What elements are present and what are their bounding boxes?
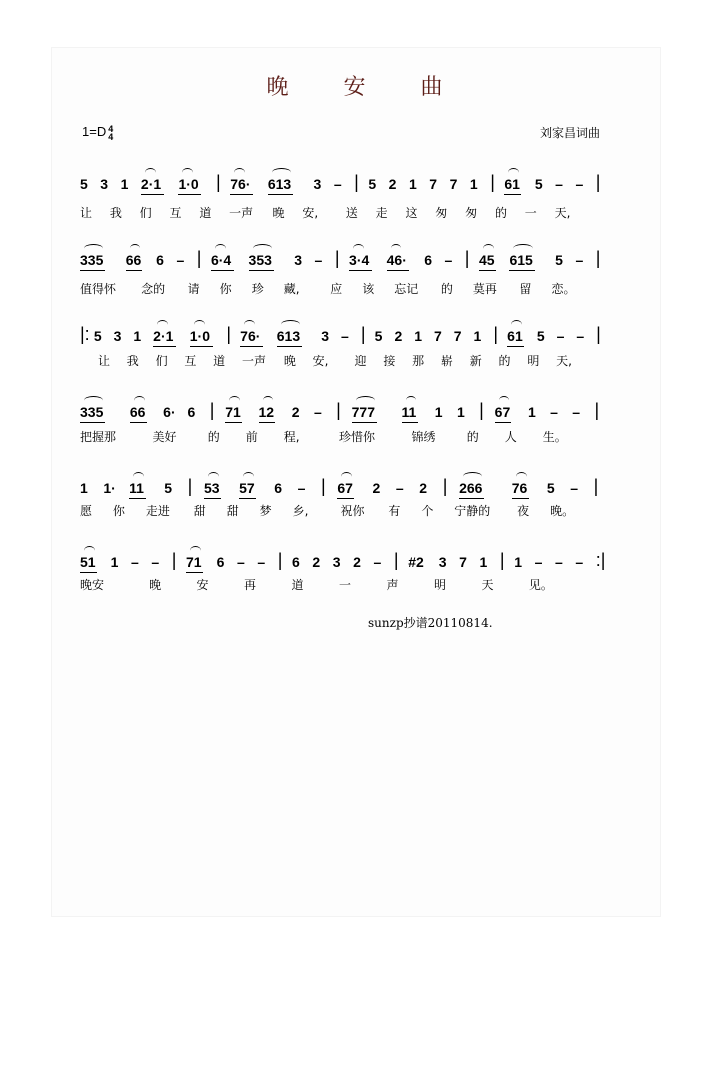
note: 5 <box>164 480 173 496</box>
note: – <box>257 554 266 570</box>
lyric: 甜 <box>226 504 239 518</box>
beam-line <box>387 270 410 271</box>
slur-mark <box>133 472 144 481</box>
note: 2 <box>394 328 403 344</box>
beam-line <box>504 194 521 195</box>
bar-line: | <box>360 324 366 344</box>
slur-mark <box>508 168 519 177</box>
note: 66 <box>125 252 142 268</box>
lyric: 祝你 <box>340 504 365 518</box>
lyric: 把握那 <box>80 430 117 444</box>
lyric: 该 <box>362 282 375 296</box>
note: 3 <box>100 176 109 192</box>
note: 3 <box>294 252 303 268</box>
notation-row <box>80 322 620 352</box>
lyric: 匆 <box>465 206 478 220</box>
notation-row <box>80 170 620 200</box>
note: 353 <box>248 252 272 268</box>
lyric: 人 <box>504 430 517 444</box>
lyric: 的 <box>207 430 220 444</box>
beam-line <box>178 194 201 195</box>
note: 66 <box>129 404 146 420</box>
bar-line: | <box>187 476 193 496</box>
lyric: 念的 <box>141 282 166 296</box>
lyric: 美好 <box>152 430 177 444</box>
note: 335 <box>80 404 104 420</box>
lyric: 互 <box>184 354 197 368</box>
lyric: 再 <box>244 578 257 592</box>
lyric: 们 <box>139 206 152 220</box>
note: 5 <box>534 176 543 192</box>
beam-line <box>512 498 529 499</box>
note: 1 <box>527 404 536 420</box>
note: 6 <box>274 480 282 496</box>
lyric: 道 <box>199 206 212 220</box>
note: 5 <box>555 252 563 268</box>
lyric: 你 <box>112 504 125 518</box>
note: 2 <box>353 554 361 570</box>
lyric: 一 <box>339 578 352 592</box>
note: – <box>176 252 185 268</box>
beam-line <box>352 422 377 423</box>
lyric: 夜 <box>517 504 530 518</box>
lyric: 明 <box>527 354 540 368</box>
beam-line <box>190 346 213 347</box>
note: 335 <box>80 252 104 268</box>
slur-mark <box>463 472 482 481</box>
slur-mark <box>263 396 274 405</box>
slur-mark <box>353 244 364 253</box>
slur-mark <box>157 320 168 329</box>
lyric: 晚 <box>149 578 162 592</box>
slur-mark <box>406 396 417 405</box>
lyric: 天, <box>554 206 571 220</box>
notation-row <box>80 246 620 276</box>
beam-line <box>225 422 242 423</box>
lyric: 的 <box>494 206 507 220</box>
note: 2 <box>388 176 397 192</box>
note: 76· <box>230 176 251 192</box>
lyric: 安 <box>196 578 209 592</box>
bar-line: | <box>171 550 177 570</box>
lyric: 一声 <box>229 206 254 220</box>
beam-line <box>141 194 164 195</box>
note: 6·4 <box>210 252 232 268</box>
lyric: 走 <box>375 206 388 220</box>
note: – <box>572 404 581 420</box>
lyric: 藏, <box>283 282 300 296</box>
beam-line <box>129 498 146 499</box>
note: – <box>373 554 382 570</box>
note: 5 <box>93 328 102 344</box>
lyric: 匆 <box>435 206 448 220</box>
lyric: 安, <box>312 354 329 368</box>
note: – <box>576 328 585 344</box>
note: 2 <box>419 480 428 496</box>
slur-mark <box>341 472 352 481</box>
note: – <box>570 480 579 496</box>
beam-line <box>230 194 253 195</box>
beam-line <box>259 422 276 423</box>
slur-mark <box>513 244 532 253</box>
beam-line <box>509 270 534 271</box>
beam-line <box>130 422 147 423</box>
lyric: 让 <box>80 206 93 220</box>
slur-mark <box>190 546 201 555</box>
note: – <box>556 328 565 344</box>
lyric: 一声 <box>241 354 266 368</box>
note: 266 <box>459 480 483 496</box>
note: – <box>395 480 404 496</box>
note: 615 <box>509 252 533 268</box>
note: 1 <box>408 176 417 192</box>
lyric: 留 <box>519 282 532 296</box>
lyric: 声 <box>386 578 399 592</box>
note: 51 <box>80 554 96 570</box>
beam-line <box>211 270 234 271</box>
beam-line <box>402 422 419 423</box>
note: 2 <box>312 554 321 570</box>
lyric: 天 <box>481 578 494 592</box>
note: 6 <box>424 252 432 268</box>
note: 1 <box>414 328 422 344</box>
slur-mark <box>244 320 255 329</box>
note: 5 <box>546 480 555 496</box>
slur-mark <box>84 546 95 555</box>
note: 5 <box>536 328 545 344</box>
lyric: 锦绣 <box>411 430 436 444</box>
lyric: 前 <box>245 430 258 444</box>
beam-line <box>240 346 263 347</box>
bar-line: | <box>393 550 399 570</box>
note: 3 <box>438 554 447 570</box>
beam-line <box>153 346 176 347</box>
beam-line <box>479 270 496 271</box>
bar-line: | <box>354 172 359 192</box>
note: 7 <box>449 176 458 192</box>
note: 5 <box>374 328 383 344</box>
note: 613 <box>276 328 301 344</box>
slur-mark <box>253 244 272 253</box>
lyric: 晚安 <box>80 578 105 592</box>
key-label: 1=D <box>82 124 107 139</box>
lyric: 接 <box>383 354 396 368</box>
slur-mark <box>208 472 219 481</box>
beam-line <box>239 498 256 499</box>
note: 1 <box>133 328 142 344</box>
beam-line <box>80 422 105 423</box>
bar-line: | <box>490 172 495 192</box>
lyric: 的 <box>466 430 479 444</box>
lyric: 道 <box>291 578 304 592</box>
time-top: 4 <box>108 123 114 134</box>
lyric: 恋。 <box>551 282 576 296</box>
note: 5 <box>368 176 377 192</box>
lyric: 新 <box>469 354 482 368</box>
note: 53 <box>204 480 220 496</box>
note: 777 <box>351 404 375 420</box>
lyric: 你 <box>219 282 232 296</box>
note: 1·0 <box>189 328 210 344</box>
note: 6 <box>216 554 225 570</box>
lyric: 的 <box>440 282 453 296</box>
bar-line: | <box>196 248 202 268</box>
note: – <box>575 554 584 570</box>
slur-mark <box>215 244 226 253</box>
slur-mark <box>130 244 141 253</box>
lyric: 忘记 <box>394 282 419 296</box>
note: 45 <box>479 252 495 268</box>
note: 3·4 <box>349 252 370 268</box>
note: 3 <box>113 328 122 344</box>
note: – <box>555 176 563 192</box>
beam-line <box>80 572 97 573</box>
note: – <box>333 176 342 192</box>
note: 12 <box>258 404 275 420</box>
bar-line: | <box>209 400 215 420</box>
lyric: 那 <box>412 354 425 368</box>
lyric: 值得怀 <box>80 282 117 296</box>
bar-line: | <box>595 172 601 192</box>
bar-line: | <box>593 476 599 496</box>
lyric: 珍惜你 <box>339 430 376 444</box>
note: 46· <box>386 252 407 268</box>
note: – <box>297 480 306 496</box>
lyric: 明 <box>433 578 446 592</box>
beam-line <box>495 422 512 423</box>
lyric: 走进 <box>145 504 170 518</box>
lyric: 程, <box>283 430 300 444</box>
lyric: 让 <box>98 354 111 368</box>
slur-mark <box>499 396 510 405</box>
bar-line: | <box>594 400 600 420</box>
slur-mark <box>182 168 193 177</box>
slur-mark <box>483 244 494 253</box>
slur-mark <box>229 396 240 405</box>
lyric: 迎 <box>354 354 367 368</box>
slur-mark <box>243 472 254 481</box>
bar-line: | <box>336 400 341 420</box>
bar-line: :| <box>595 550 606 570</box>
beam-line <box>186 572 203 573</box>
lyric: 送 <box>345 206 358 220</box>
lyric: 一 <box>524 206 537 220</box>
note: 7 <box>453 328 462 344</box>
lyric: 珍 <box>251 282 264 296</box>
lyric: 乡, <box>292 504 309 518</box>
note: 6 <box>156 252 164 268</box>
bar-line: | <box>499 550 505 570</box>
note: 57 <box>239 480 255 496</box>
note: 6 <box>187 404 196 420</box>
bar-line: | <box>464 248 470 268</box>
note: 1 <box>469 176 478 192</box>
note: 7 <box>459 554 467 570</box>
transcriber-credit: sunzp抄谱20110814. <box>368 616 493 630</box>
note: 6 <box>292 554 300 570</box>
note: 2 <box>372 480 381 496</box>
lyric: 晚 <box>272 206 285 220</box>
note: 3 <box>321 328 330 344</box>
lyric: 莫再 <box>472 282 497 296</box>
note: 1·0 <box>178 176 199 192</box>
lyric: 安, <box>302 206 319 220</box>
note: – <box>575 252 584 268</box>
note: 7 <box>429 176 438 192</box>
bar-line: | <box>479 400 484 420</box>
key-signature <box>82 124 113 141</box>
lyric: 宁静的 <box>454 504 491 518</box>
lyric: 梦 <box>259 504 272 518</box>
note: – <box>130 554 139 570</box>
lyric: 请 <box>187 282 200 296</box>
note: 11 <box>401 404 417 420</box>
note: 3 <box>332 554 341 570</box>
bar-line: | <box>596 324 601 344</box>
note: 67 <box>494 404 511 420</box>
note: 1 <box>434 404 443 420</box>
note: 2·1 <box>140 176 162 192</box>
author-credit: 刘家昌词曲 <box>540 126 601 140</box>
note: 71 <box>225 404 241 420</box>
beam-line <box>349 270 372 271</box>
slur-mark <box>272 168 291 177</box>
slur-mark <box>134 396 145 405</box>
lyric: 天, <box>556 354 572 368</box>
lyric: 愿 <box>80 504 93 518</box>
note: 76 <box>511 480 528 496</box>
note: 1 <box>514 554 522 570</box>
beam-line <box>268 194 293 195</box>
note: 6· <box>163 404 176 420</box>
note: – <box>554 554 563 570</box>
slur-mark <box>281 320 300 329</box>
slur-mark <box>356 396 375 405</box>
note: 71 <box>186 554 202 570</box>
note: 11 <box>129 480 144 496</box>
slur-mark <box>511 320 522 329</box>
note: – <box>534 554 543 570</box>
lyric: 应 <box>330 282 343 296</box>
lyric: 我 <box>109 206 122 220</box>
lyric: 互 <box>169 206 182 220</box>
lyric: 个 <box>421 504 434 518</box>
note: 76· <box>240 328 261 344</box>
note: 7 <box>433 328 442 344</box>
time-bottom: 4 <box>108 131 114 142</box>
slur-mark <box>145 168 156 177</box>
bar-line: | <box>321 476 326 496</box>
note: – <box>313 404 322 420</box>
note: – <box>575 176 584 192</box>
beam-line <box>459 498 484 499</box>
note: 1 <box>479 554 488 570</box>
lyric: 我 <box>126 354 139 368</box>
note: 1 <box>80 480 88 496</box>
bar-line: |: <box>80 324 90 344</box>
note: 1 <box>456 404 465 420</box>
lyric: 崭 <box>440 354 453 368</box>
bar-line: | <box>216 172 221 192</box>
song-title: 晚 安 曲 <box>266 75 467 100</box>
note: 1 <box>120 176 129 192</box>
note: 1· <box>103 480 116 496</box>
note: 1 <box>473 328 482 344</box>
note: – <box>341 328 349 344</box>
notation-row <box>80 474 620 504</box>
note: 2·1 <box>153 328 174 344</box>
notation-row <box>80 398 620 428</box>
bar-line: | <box>442 476 448 496</box>
note: 61 <box>507 328 523 344</box>
lyric: 生。 <box>542 430 567 444</box>
beam-line <box>204 498 221 499</box>
time-signature <box>108 125 113 141</box>
note: 613 <box>267 176 292 192</box>
lyric: 甜 <box>193 504 206 518</box>
note: 67 <box>337 480 353 496</box>
beam-line <box>249 270 274 271</box>
lyric: 晚。 <box>550 504 575 518</box>
note: – <box>314 252 323 268</box>
note: 5 <box>80 176 88 192</box>
note: 1 <box>110 554 119 570</box>
beam-line <box>80 270 105 271</box>
note: #2 <box>408 554 424 570</box>
note: 3 <box>313 176 322 192</box>
bar-line: | <box>595 248 601 268</box>
lyric: 晚 <box>283 354 296 368</box>
beam-line <box>337 498 354 499</box>
note: – <box>444 252 453 268</box>
slur-mark <box>391 244 402 253</box>
note: – <box>236 554 245 570</box>
slur-mark <box>234 168 245 177</box>
bar-line: | <box>493 324 498 344</box>
bar-line: | <box>226 324 232 344</box>
lyric: 的 <box>498 354 511 368</box>
notation-row <box>80 548 620 578</box>
lyric: 道 <box>213 354 226 368</box>
note: – <box>151 554 160 570</box>
beam-line <box>126 270 143 271</box>
beam-line <box>277 346 302 347</box>
note: 61 <box>504 176 520 192</box>
slur-mark <box>194 320 205 329</box>
beam-line <box>507 346 524 347</box>
lyric: 这 <box>405 206 418 220</box>
note: 2 <box>291 404 300 420</box>
slur-mark <box>84 396 103 405</box>
bar-line: | <box>277 550 283 570</box>
lyric: 有 <box>388 504 401 518</box>
lyric: 们 <box>155 354 168 368</box>
slur-mark <box>84 244 103 253</box>
note: – <box>550 404 558 420</box>
lyric: 见。 <box>528 578 553 592</box>
bar-line: | <box>334 248 340 268</box>
slur-mark <box>516 472 527 481</box>
